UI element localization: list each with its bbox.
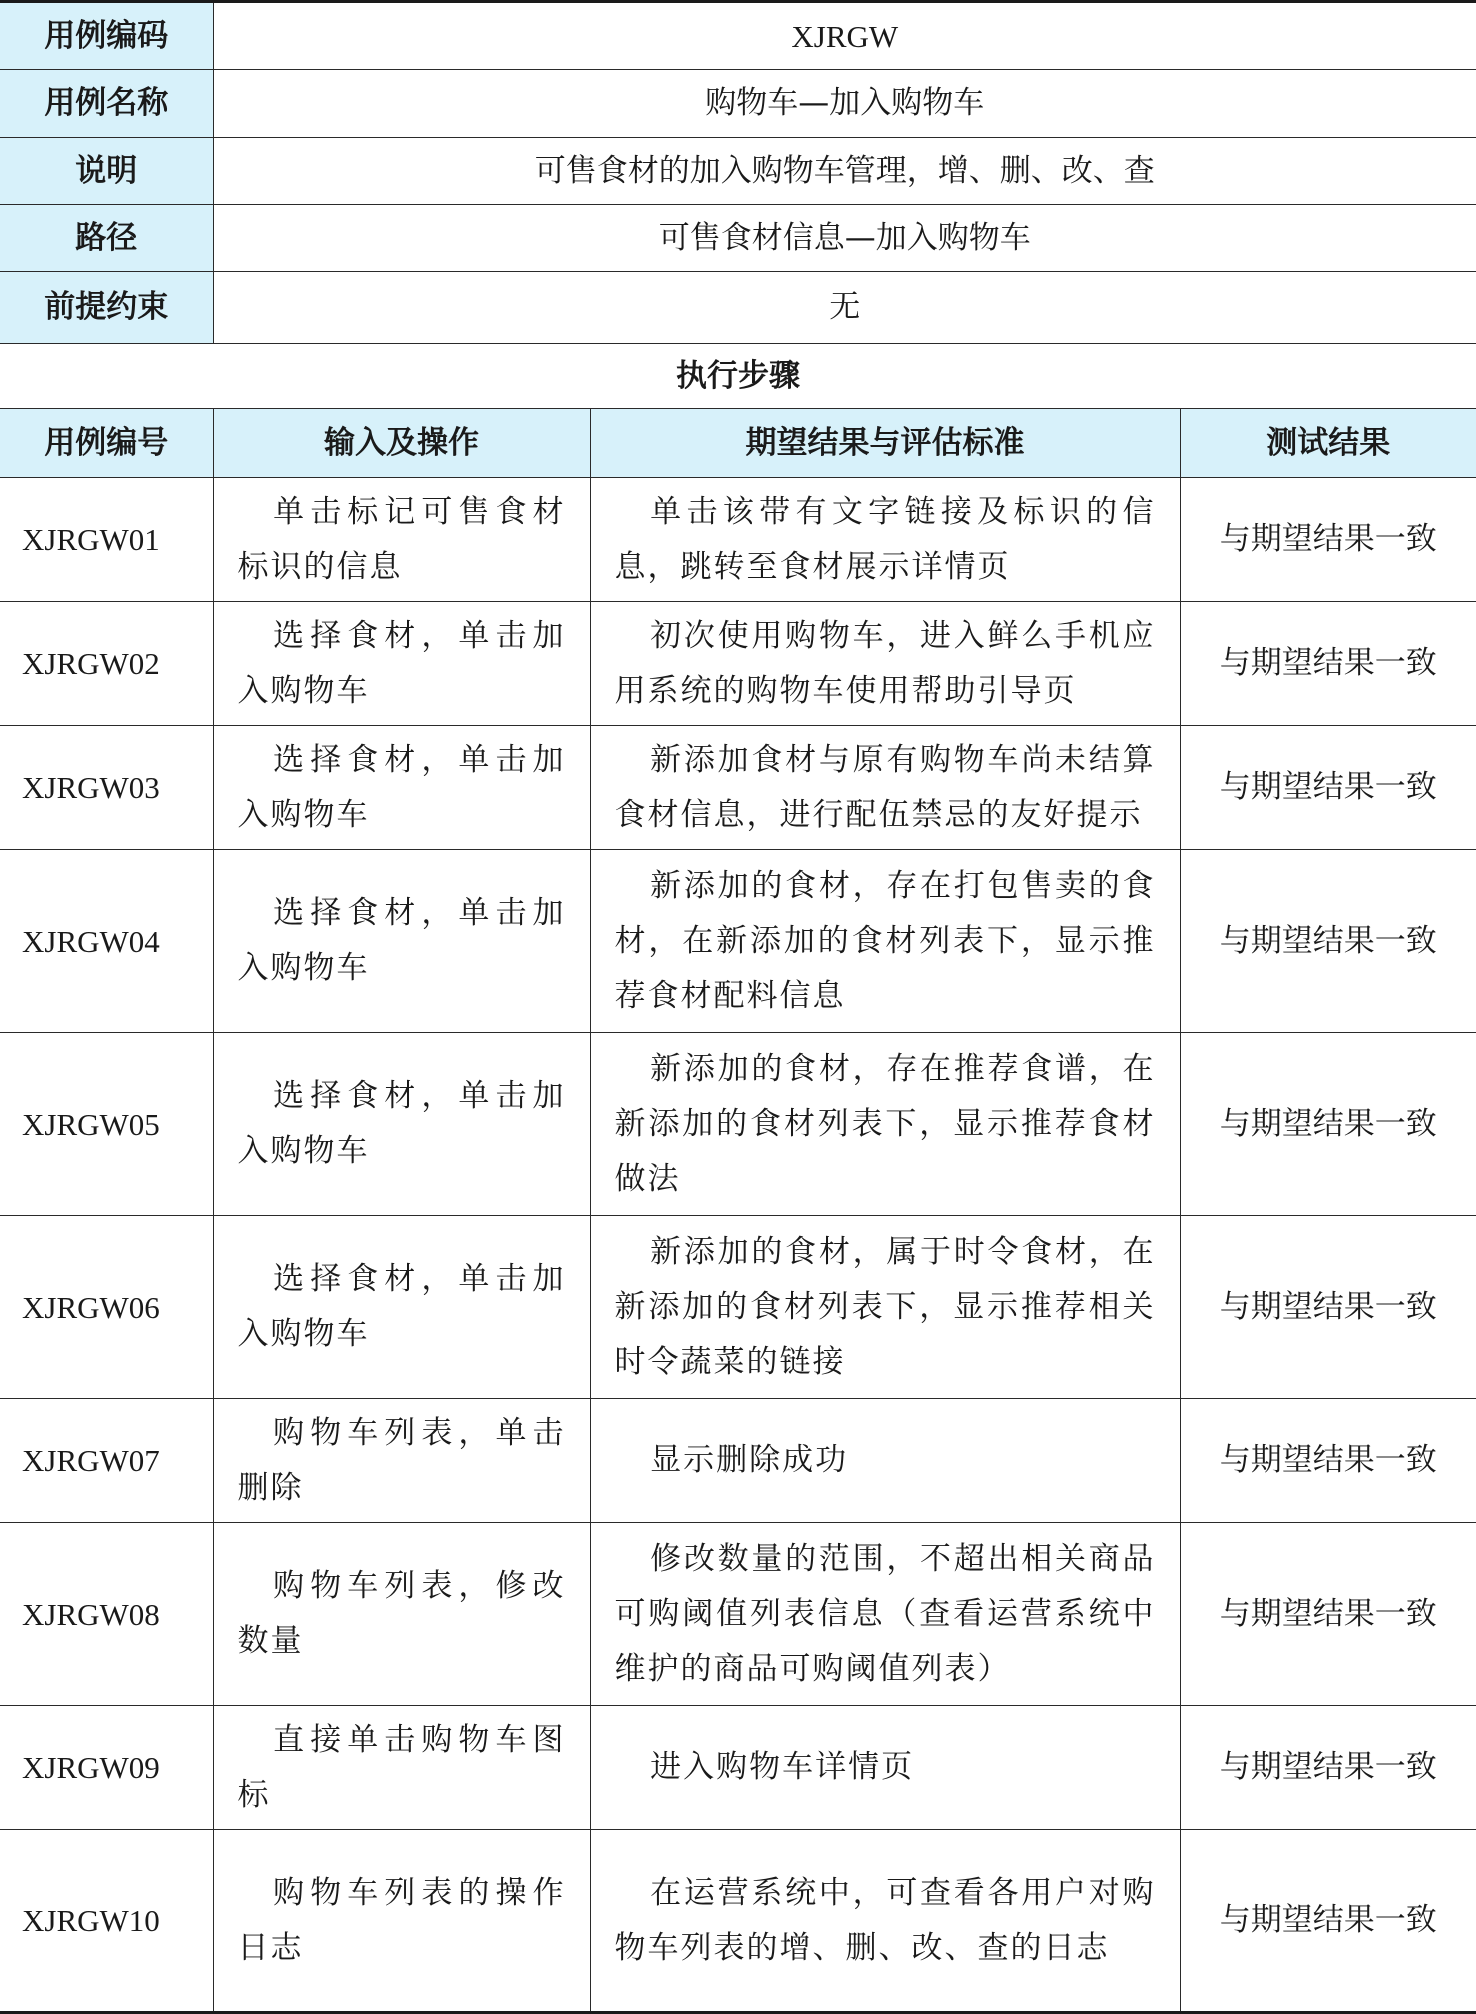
column-header-row xyxy=(0,409,1476,478)
meta-label: 说明 xyxy=(0,138,213,205)
column-header-expected: 期望结果与评估标准 xyxy=(590,409,1180,478)
result-cell: 与期望结果一致 xyxy=(1180,1523,1476,1706)
meta-row xyxy=(0,70,1476,138)
table-row xyxy=(0,1830,1476,2013)
result-cell: 与期望结果一致 xyxy=(1180,726,1476,850)
input-cell: 选择食材，单击加入购物车 xyxy=(213,602,590,726)
meta-label: 前提约束 xyxy=(0,272,213,344)
expected-cell: 新添加食材与原有购物车尚未结算食材信息，进行配伍禁忌的友好提示 xyxy=(590,726,1180,850)
meta-value: XJRGW xyxy=(213,2,1476,70)
result-cell: 与期望结果一致 xyxy=(1180,1216,1476,1399)
case-id-cell: XJRGW02 xyxy=(0,602,213,726)
expected-cell: 新添加的食材，属于时令食材，在新添加的食材列表下，显示推荐相关时令蔬菜的链接 xyxy=(590,1216,1180,1399)
expected-cell: 单击该带有文字链接及标识的信息，跳转至食材展示详情页 xyxy=(590,478,1180,602)
section-title: 执行步骤 xyxy=(0,344,1476,409)
result-cell: 与期望结果一致 xyxy=(1180,1399,1476,1523)
result-cell: 与期望结果一致 xyxy=(1180,602,1476,726)
meta-label: 用例名称 xyxy=(0,70,213,138)
table-row xyxy=(0,602,1476,726)
input-cell: 单击标记可售食材标识的信息 xyxy=(213,478,590,602)
result-cell: 与期望结果一致 xyxy=(1180,1706,1476,1830)
expected-cell: 新添加的食材，存在推荐食谱，在新添加的食材列表下，显示推荐食材做法 xyxy=(590,1033,1180,1216)
meta-label: 用例编码 xyxy=(0,2,213,70)
input-cell: 选择食材，单击加入购物车 xyxy=(213,850,590,1033)
input-cell: 直接单击购物车图标 xyxy=(213,1706,590,1830)
meta-value: 可售食材信息—加入购物车 xyxy=(213,205,1476,272)
table-row xyxy=(0,1523,1476,1706)
input-cell: 选择食材，单击加入购物车 xyxy=(213,726,590,850)
meta-row xyxy=(0,205,1476,272)
expected-cell: 修改数量的范围，不超出相关商品可购阈值列表信息（查看运营系统中维护的商品可购阈值列表） xyxy=(590,1523,1180,1706)
case-id-cell: XJRGW01 xyxy=(0,478,213,602)
case-id-cell: XJRGW04 xyxy=(0,850,213,1033)
meta-row xyxy=(0,138,1476,205)
result-cell: 与期望结果一致 xyxy=(1180,1033,1476,1216)
result-cell: 与期望结果一致 xyxy=(1180,850,1476,1033)
expected-cell: 初次使用购物车，进入鲜么手机应用系统的购物车使用帮助引导页 xyxy=(590,602,1180,726)
case-id-cell: XJRGW03 xyxy=(0,726,213,850)
expected-cell: 显示删除成功 xyxy=(590,1399,1180,1523)
meta-row xyxy=(0,272,1476,344)
column-header-input: 输入及操作 xyxy=(213,409,590,478)
case-id-cell: XJRGW09 xyxy=(0,1706,213,1830)
case-id-cell: XJRGW07 xyxy=(0,1399,213,1523)
column-header-result: 测试结果 xyxy=(1180,409,1476,478)
input-cell: 购物车列表的操作日志 xyxy=(213,1830,590,2013)
table-row xyxy=(0,478,1476,602)
meta-value: 无 xyxy=(213,272,1476,344)
input-cell: 购物车列表，单击删除 xyxy=(213,1399,590,1523)
input-cell: 选择食材，单击加入购物车 xyxy=(213,1216,590,1399)
meta-row xyxy=(0,2,1476,70)
table-row xyxy=(0,726,1476,850)
expected-cell: 新添加的食材，存在打包售卖的食材，在新添加的食材列表下，显示推荐食材配料信息 xyxy=(590,850,1180,1033)
table-row xyxy=(0,1216,1476,1399)
case-id-cell: XJRGW06 xyxy=(0,1216,213,1399)
table-row xyxy=(0,1706,1476,1830)
table-row xyxy=(0,1033,1476,1216)
case-id-cell: XJRGW10 xyxy=(0,1830,213,2013)
meta-value: 可售食材的加入购物车管理，增、删、改、查 xyxy=(213,138,1476,205)
table-row xyxy=(0,850,1476,1033)
case-id-cell: XJRGW05 xyxy=(0,1033,213,1216)
expected-cell: 进入购物车详情页 xyxy=(590,1706,1180,1830)
result-cell: 与期望结果一致 xyxy=(1180,478,1476,602)
expected-cell: 在运营系统中，可查看各用户对购物车列表的增、删、改、查的日志 xyxy=(590,1830,1180,2013)
case-id-cell: XJRGW08 xyxy=(0,1523,213,1706)
result-cell: 与期望结果一致 xyxy=(1180,1830,1476,2013)
table-row xyxy=(0,1399,1476,1523)
meta-value: 购物车—加入购物车 xyxy=(213,70,1476,138)
meta-label: 路径 xyxy=(0,205,213,272)
input-cell: 选择食材，单击加入购物车 xyxy=(213,1033,590,1216)
section-row xyxy=(0,344,1476,409)
column-header-id: 用例编号 xyxy=(0,409,213,478)
input-cell: 购物车列表，修改数量 xyxy=(213,1523,590,1706)
